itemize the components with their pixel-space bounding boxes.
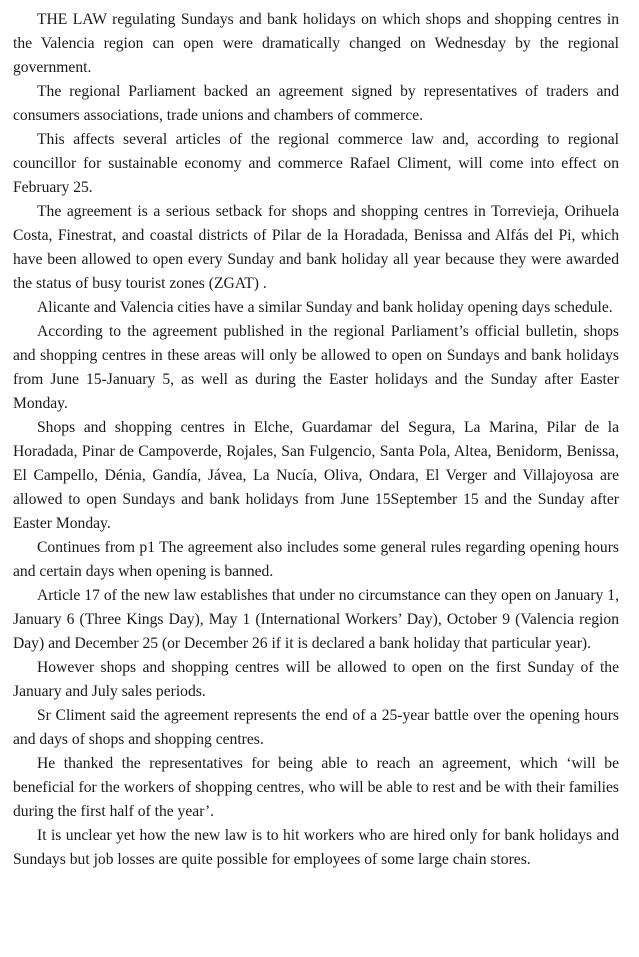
paragraph: Alicante and Valencia cities have a similar Sunday and bank holiday opening days schedule. [37,299,613,316]
paragraph: Sr Climent said the agreement represents the end of a 25-year battle over the opening hours and days of shops and shopping centres. [13,707,619,748]
paragraph: However shops and shopping centres will be allowed to open on the first Sunday of the January and July sales periods. [13,659,619,700]
paragraph: He thanked the representatives for being able to reach an agreement, which ‘will be beneficial for the workers of shopping centres, who will be able to rest and be with their families during the first half of the year’. [13,755,619,820]
paragraph: Shops and shopping centres in Elche, Guardamar del Segura, La Marina, Pilar de la Horadada, Pinar de Campoverde, Rojales, San Fulgencio, Santa Pola, Altea, Benidorm, Benissa, El Campello, Dénia, Gandía, Jávea, La Nucía, Oliva, Ondara, El Verger and Villajoyosa are allowed to open Sundays and bank holidays from June 15September 15 and the Sunday after Easter Monday. [13,419,619,532]
paragraph: It is unclear yet how the new law is to hit workers who are hired only for bank holidays and Sundays but job losses are quite possible for employees of some large chain stores. [13,827,619,868]
paragraph: This affects several articles of the regional commerce law and, according to regional councillor for sustainable economy and commerce Rafael Climent, will come into effect on February 25. [13,131,619,196]
paragraph: Continues from p1 The agreement also includes some general rules regarding opening hours and certain days when opening is banned. [13,539,619,580]
article-body [13,8,619,872]
paragraph: THE LAW regulating Sundays and bank holidays on which shops and shopping centres in the Valencia region can open were dramatically changed on Wednesday by the regional government. [13,11,619,76]
paragraph: The regional Parliament backed an agreement signed by representatives of traders and consumers associations, trade unions and chambers of commerce. [13,83,619,124]
paragraph: According to the agreement published in the regional Parliament’s official bulletin, shops and shopping centres in these areas will only be allowed to open on Sundays and bank holidays from June 15-January 5, as well as during the Easter holidays and the Sunday after Easter Monday. [13,323,619,412]
paragraph: Article 17 of the new law establishes that under no circumstance can they open on January 1, January 6 (Three Kings Day), May 1 (International Workers’ Day), October 9 (Valencia region Day) and December 25 (or December 26 if it is declared a bank holiday that particular year). [13,587,619,652]
paragraph: The agreement is a serious setback for shops and shopping centres in Torrevieja, Orihuela Costa, Finestrat, and coastal districts of Pilar de la Horadada, Benissa and Alfás del Pi, which have been allowed to open every Sunday and bank holiday all year because they were awarded the status of busy tourist zones (ZGAT) . [13,203,619,292]
